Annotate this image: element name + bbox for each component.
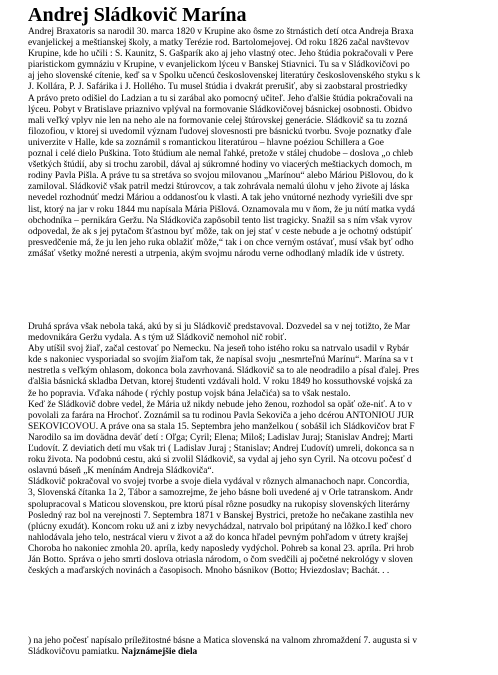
text-line: Ján Botto. Správa o jeho smrti doslova otriasla národom, o čom svedčili aj početné nekrológy v sloven bbox=[28, 554, 413, 565]
text-line: spolupracoval s Maticou slovenskou, pre ktorú písal rôzne posudky na rukopisy slovenských literárny bbox=[28, 499, 410, 510]
text-line: presvedčenie má, že ju len jeho ruka oblažiť môže,“ tak i on chce verným ostávať, musí však byť odho bbox=[28, 237, 414, 248]
text-line: 3, Slovenská čítanka 1a 2, Tábor a samozrejme, že jeho básne boli uvedené aj v Orle tatranskom. Andr bbox=[28, 488, 413, 499]
text-line: Keď že Sládkovič dobre vedel, že Mária už nikdy nebude jeho ženou, rozhodol sa opäť ože-niť. A to v bbox=[28, 399, 413, 410]
text-line: Andrej Braxatoris sa narodil 30. marca 1820 v Krupine ako ôsme zo štrnástich detí otca Andreja Braxa bbox=[28, 27, 414, 37]
text-line: univerzite v Halle, kde sa zoznámil s romantickou literatúrou – hlavne poéziou Schillera a Goe bbox=[28, 137, 384, 148]
text-line: kde s nakoniec vysporiadal so svojím žiaľom tak, že napísal svoju „nesmrteľnú Marínu“. Marína sa v t bbox=[28, 355, 414, 366]
text-line: Sládkovič pokračoval vo svojej tvorbe a svoje diela vydával v rôznych almanachoch napr. Concordia, bbox=[28, 477, 410, 488]
text-line: Choroba ho nakoniec zmohla 20. apríla, kedy naposledy vydýchol. Pohreb sa konal 23. apríla. Pri hrob bbox=[28, 543, 414, 554]
text-line: A právo preto odišiel do Ladzian a tu si zarábal ako pomocný učiteľ. Jeho ďalšie štúdia pokračovali na bbox=[28, 93, 413, 104]
text-line: Druhá správa však nebola taká, akú by si ju Sládkovič predstavoval. Dozvedel sa v nej totižto, že Mar bbox=[28, 322, 411, 332]
text-line: ) na jeho počesť napísalo príležitostné básne a Matica slovenská na valnom zhromaždení 7. augusta si v bbox=[28, 636, 418, 646]
text-line: rodiny Pavla Pišla. A práve tu sa stretáva so svojou milovanou „Marínou“ alebo Máriou Pišlovou, do k bbox=[28, 171, 414, 182]
text-run: Sládkovičovu pamiatku. bbox=[28, 647, 122, 658]
document-title: Andrej Sládkovič Marína bbox=[28, 4, 247, 26]
text-line: medovnikára Geržu vydala. A s tým už Sládkovič nemohol nič robiť. bbox=[28, 333, 287, 344]
text-line: poznal i celé dielo Puškina. Toto štúdium ale nemal ľahké, pretože v stálej chudobe – doslova „o chleb bbox=[28, 149, 413, 160]
text-line: piaristickom gymnáziu v Krupine, v evanjelickom lýceu v Banskej Štiavnici. Tu sa v Sládkovičovi po bbox=[28, 60, 410, 71]
heading-famous-works: Najznámejšie diela bbox=[121, 647, 198, 658]
text-line: zamiloval. Sládkovič však patril medzi štúrovcov, a tak zohrávala nemalú úlohu v jeho živote aj láska bbox=[28, 182, 410, 193]
text-line: filozofiou, v ktorej si uvedomil význam ľudovej slovesnosti pre básnickú tvorbu. Svoje poznatky ďale bbox=[28, 126, 412, 137]
text-line: (plúcny exudát). Koncom roku už ani z izby nevychádzal, natrvalo bol pripútaný na lôžko.I keď choro bbox=[28, 521, 412, 532]
text-line: evanjelickej a meštianskej školy, a matky Terézie rod. Bartolomejovej. Od roku 1826 začal navštevov bbox=[28, 38, 410, 49]
text-line: aj jeho slovenské cítenie, keď sa v Spolku učencú československej literatúry československého styku s k bbox=[28, 71, 421, 82]
paragraph-closing bbox=[28, 636, 498, 658]
paragraph-biography-later-life bbox=[28, 322, 498, 577]
text-line: obchodníka – pernikára Geržu. Na Sládkoviča zapôsobil tento list tragicky. Snažil sa s ním však vyrov bbox=[28, 215, 412, 226]
text-line: oslavnú báseň „K menínám Andreja Sládkoviča“. bbox=[28, 466, 214, 477]
text-line: list, ktorý na jar v roku 1844 mu napísala Mária Pišlová. Oznamovala mu v ňom, že ju nútí matka vydá bbox=[28, 204, 415, 215]
text-line: Krupine, kde ho učili : Š. Kaunitz, Š. Gašparík ako aj jeho vlastný otec. Jeho štúdia pokračovali v Pere bbox=[28, 49, 414, 60]
text-line: Narodilo sa im dovädna deväť detí : Oľga; Cyril; Elena; Miloš; Ladislav Juraj; Stanislav Andrej; Marti bbox=[28, 432, 414, 443]
text-line: nestretla s veľkým ohlasom, dokonca bola zavrhovaná. Sládkovič sa to ale neodradilo a písal ďalej. Pres bbox=[28, 366, 420, 377]
text-line: všetkých štúdií, aby si trochu zarobil, dával aj súkromné hodiny vo viacerých meštiackych domoch, m bbox=[28, 160, 413, 171]
text-line: Ľudovít. Z deviatich detí mu však tri ( Ladislav Juraj ; Stanislav; Andrej Ľudovít) umreli, dokonca sa n bbox=[28, 444, 415, 455]
text-line: mali veľký vplyv nie len na neho ale na formovanie celej štúrovskej generácie. Sládkovič sa tu zozná bbox=[28, 115, 408, 126]
text-line: Aby utíšil svoj žiaľ, začal cestovať po Nemecku. Na jeseň toho istého roku sa natrvalo usadil v Rybár bbox=[28, 344, 410, 355]
text-line: odpovedal, že ak s jej pytačom šťastnou byť môže, tak on jej stať v ceste nebude a je ochotný odstúpiť bbox=[28, 226, 413, 237]
text-line: českých a maďarských novinách a časopisoch. Mnoho básnikov (Botto; Hviezdoslav; Bachát. . . bbox=[28, 566, 390, 577]
text-line: nevedel rozhodnúť medzi Máriou a oddanosťou k vlasti. A tak jeho vnútorné nezhody vyriešili dve spr bbox=[28, 193, 413, 204]
text-line: že ho popravia. Vďaka náhode ( rýchly postup vojsk bána Jelačića) sa to však nestalo. bbox=[28, 388, 351, 399]
text-line: ďalšia básnická skladba Detvan, ktorej študenti vzdávali hold. V roku 1849 ho kossuthovské vojská za bbox=[28, 377, 413, 388]
text-line: zmášať všetky možné neresti a utrpenia, akým svojmu národu verne odhodlaný mladík ide v ústrety. bbox=[28, 248, 405, 259]
text-line bbox=[28, 647, 498, 658]
text-line: J. Kollára, P. J. Šafárika i J. Hollého. Tu musel štúdia i dvakrát prerušiť, aby si zaobstaral prostriedky bbox=[28, 82, 408, 93]
text-line: ŠEKOVICOVOU. A práve ona sa stala 15. Septembra jeho manželkou ( sobášil ich Sládkovičov brat F bbox=[28, 421, 415, 432]
text-line: roku života. Na podobnú cestu, akú si zvolil Sládkovič, sa vydal aj jeho syn Cyril. Na otcovu počesť d bbox=[28, 455, 412, 466]
text-line: lýceu. Pobyt v Bratislave priaznivo vplýval na formovanie Sládkovičovej básnickej osobnosti. Obidvo bbox=[28, 104, 413, 115]
text-line: povolali za farára na Hrochoť. Zoznámil sa tu rodinou Pavla Sekoviča a jeho dcérou ANTONIOU JUR bbox=[28, 410, 415, 421]
text-line: nahlodávala jeho telo, nestrácal vieru v život a až do konca hľadel pevným pohľadom v útrety krajšej bbox=[28, 532, 409, 543]
text-line: Posledný raz bol na verejnosti 7. Septembra 1871 v Banskej Bystrici, pretože ho nečakane zastihla nev bbox=[28, 510, 414, 521]
paragraph-biography-early-life bbox=[28, 27, 498, 260]
